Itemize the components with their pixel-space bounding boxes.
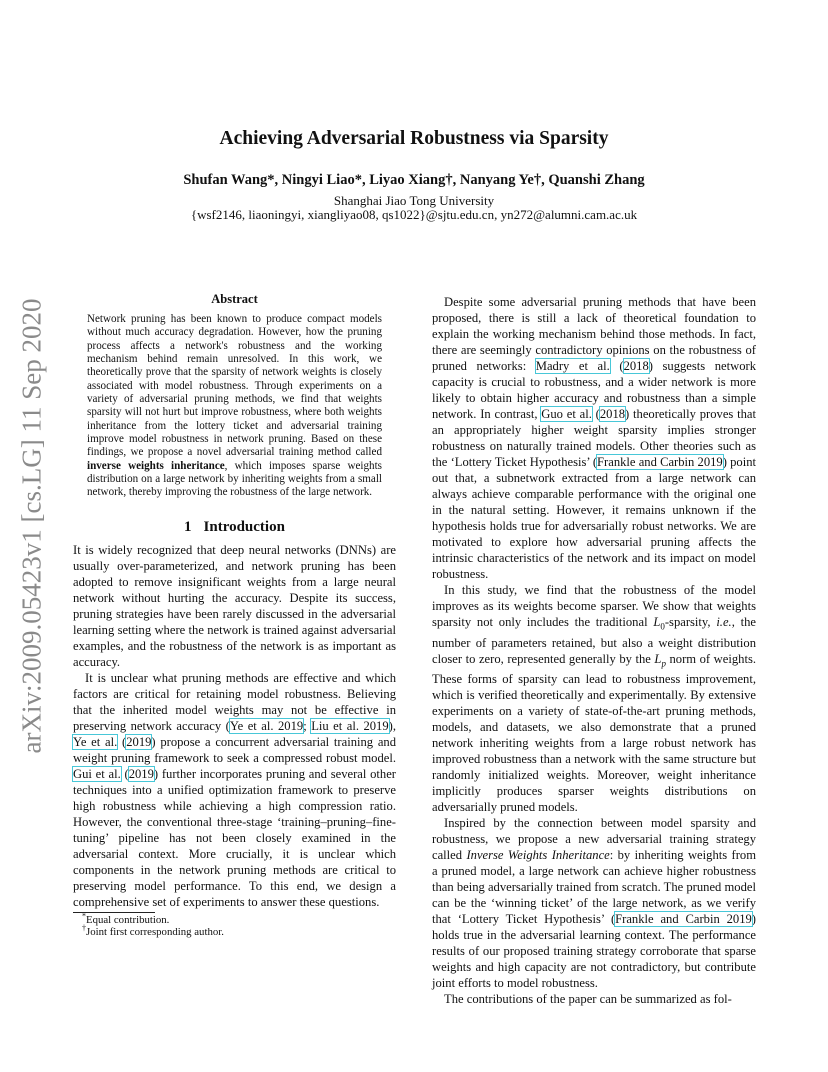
abstract-method-name: inverse weights inheritance	[87, 459, 225, 472]
right-column	[432, 294, 756, 1007]
method-name-italic: Inverse Weights Inheritance	[466, 848, 610, 863]
right-paragraph-3: Inspired by the connection between model sparsity and robustness, we propose a new adversarial training strategy called Inverse Weights Inheritance: by inheriting weights from a pruned model, a large network can achieve higher robustness than being adversarially trained from scratch. The pruned model can be the ‘winning ticket’ of the large network, as we verify that ‘Lottery Ticket Hypothesis’ (Frankle and Carbin 2019) holds true in the adversarial learning context. The performance results of our proposed training strategy corroborate that sparse weights and high capacity are not contradictory, but contribute joint efforts to model robustness.	[432, 816, 756, 991]
right-paragraph-1: Despite some adversarial pruning methods that have been proposed, there is still a lack of theoretical foundation to explain the working mechanism behind those methods. In fact, there are seemingly contradictory opinions on the robustness of pruned networks: Madry et al. (2018) suggests network capacity is crucial to robustness, and a wider network is more likely to obtain higher accuracy and robustness than a simple network. In contrast, Guo et al. (2018) theoretically proves that an appropriately higher weight sparsity implies stronger robustness on naturally trained models. Other theories such as the ‘Lottery Ticket Hypothesis’ (Frankle and Carbin 2019) point out that, a subnetwork extracted from a large network can always achieve comparable performance with the original one in the natural setting. However, it remains unknown if the hypothesis holds true for adversarially robust networks. We are motivated to explore how adversarial pruning affects the intrinsic characteristics of the network and its impact on model robustness.	[432, 295, 757, 581]
citation-link-madry-year[interactable]: 2018	[623, 359, 649, 373]
right-paragraph-4: The contributions of the paper can be summarized as fol-	[444, 992, 732, 1007]
affiliation: Shanghai Jiao Tong University	[333, 193, 495, 208]
arxiv-identifier: arXiv:2009.05423v1 [cs.LG] 11 Sep 2020	[16, 298, 47, 754]
citation-link-gui-year[interactable]: 2019	[128, 766, 154, 781]
footnote-equal-contribution: *Equal contribution.	[82, 911, 170, 926]
intro-paragraph-2: It is unclear what pruning methods are effective and which factors are critical for retaining model robustness. Believing that the inherited model weights may not be effective in preserving network accuracy (Ye et al. 2019; Liu et al. 2019), Ye et al. (2019) propose a concurrent adversarial training and weight pruning framework to seek a compressed robust model. Gui et al. (2019) further incorporates pruning and several other techniques into a unified optimization framework to preserve high robustness while achieving a high compression ratio. However, the conventional three-stage ‘training–pruning–fine-tuning’ pipeline has not been closely examined in the adversarial context. More crucially, it is unclear which components in the network pruning methods are critical to preserving model performance. To this end, we design a comprehensive set of experiments to answer these questions.	[73, 670, 397, 909]
abstract-text: Network pruning has been known to produce compact models without much accuracy degradation. However, how the pruning process affects a network's robustness and the working mechanism behind remain unresolved. In this work, we theoretically prove that the sparsity of network weights is closely associated with model robustness. Through experiments on a variety of adversarial pruning methods, we find that weights sparsity will not hurt but improve robustness, where both weights inheritance from the lottery ticket and adversarial training improve model robustness in network pruning. Based on these findings, we propose a novel adversarial training method called inverse weights inheritance, which imposes sparse weights distribution on a large network by inheriting weights from a small network, thereby improving the robustness of the large network.	[87, 313, 382, 499]
footnote-corresponding-author: †Joint first corresponding author.	[82, 923, 224, 938]
citation-link-liu-2019[interactable]: Liu et al. 2019	[311, 718, 389, 733]
citation-link-ye-year[interactable]: 2019	[126, 734, 152, 749]
citation-link-ye-et-al[interactable]: Ye et al.	[73, 734, 118, 749]
right-paragraph-2: In this study, we find that the robustness of the model improves as its weights become sparser. We show that weights sparsity not only includes the traditional $L_0$-sparsity, i.e., the number of parameters retained, but also a weight distribution closer to zero, represented generally by the $L_p$ norm of weights. These forms of sparsity can lead to robustness improvement, which is verified theoretically and experimentally. By extensive experiments on a variety of state-of-the-art pruning methods, models, and datasets, we also demonstrate that a pruned network inheriting weights from a large robust network has improved robustness than a network with the same structure but randomly initialized weights. Moreover, weight inheritance implicitly produces sparser weights distributions on adversarially pruned models.	[432, 583, 756, 815]
citation-link-frankle-carbin-2[interactable]: Frankle and Carbin 2019	[615, 912, 752, 927]
section-heading-introduction	[73, 519, 396, 536]
author-emails: {wsf2146, liaoningyi, xiangliyao08, qs1022}@sjtu.edu.cn, yn272@alumni.cam.ac.uk	[190, 207, 638, 222]
citation-link-gui-et-al[interactable]: Gui et al.	[73, 766, 121, 781]
section-title: Introduction	[203, 518, 285, 535]
citation-link-guo-et-al[interactable]: Guo et al.	[541, 407, 592, 421]
author-list: Shufan Wang*, Ningyi Liao*, Liyao Xiang†, Nanyang Ye†, Quanshi Zhang	[183, 172, 645, 188]
paper-title: Achieving Adversarial Robustness via Sparsity	[219, 128, 609, 149]
abstract-heading: Abstract	[211, 292, 258, 306]
citation-link-frankle-carbin[interactable]: Frankle and Carbin 2019	[597, 455, 723, 469]
citation-link-guo-year[interactable]: 2018	[599, 407, 626, 421]
section-number: 1	[184, 518, 192, 535]
arxiv-side-stamp	[8, 288, 56, 764]
left-column	[73, 292, 396, 940]
citation-link-ye-2019[interactable]: Ye et al. 2019	[229, 718, 304, 733]
citation-link-madry-et-al[interactable]: Madry et al.	[535, 359, 610, 373]
intro-paragraph-1: It is widely recognized that deep neural networks (DNNs) are usually over-parameterized, and network pruning has been adopted to remove insignificant weights from a large neural network without hurting the accuracy. Despite its success, pruning strategies have been rarely discussed in the adversarial learning setting where the network is trained against adversarial examples, and the robustness of the network is as important as accuracy.	[73, 542, 396, 669]
